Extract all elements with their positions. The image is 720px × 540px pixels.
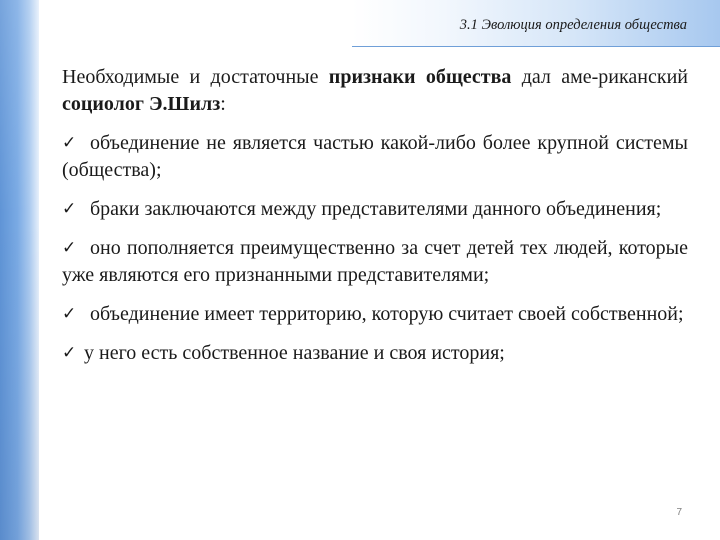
list-item-text: объединение не является частью какой-либо более крупной системы (общества); [62,132,688,181]
intro-text-1: Необходимые и достаточные [62,66,329,88]
page-number: 7 [676,507,682,518]
intro-text-3: : [220,93,226,115]
list-item-text: объединение имеет территорию, которую считает своей собственной; [90,303,684,325]
intro-bold-society-features: признаки общества [328,66,512,88]
list-item [62,196,688,223]
list-item-text: у него есть собственное название и своя история; [84,342,505,364]
checkmark-icon: ✓ [62,133,77,153]
list-item [62,130,688,184]
checkmark-icon: ✓ [62,199,77,219]
checkmark-icon: ✓ [62,304,77,324]
list-item-text: браки заключаются между представителями данного объединения; [90,198,662,220]
checkmark-icon: ✓ [62,238,77,258]
list-item [62,301,688,328]
list-item-text: оно пополняется преимущественно за счет детей тех людей, которые уже являются его признанными представителями; [62,237,688,286]
header-divider [352,46,720,47]
intro-text-2: дал аме-риканский [511,66,688,88]
intro-bold-sociologist: социолог Э.Шилз [62,93,221,115]
list-item [62,235,688,289]
left-bar-shade [0,0,39,540]
slide-header-title: 3.1 Эволюция определения общества [459,17,687,33]
slide-content [62,64,688,367]
intro-paragraph [62,64,688,118]
list-item [62,340,688,367]
checkmark-icon: ✓ [62,343,77,363]
